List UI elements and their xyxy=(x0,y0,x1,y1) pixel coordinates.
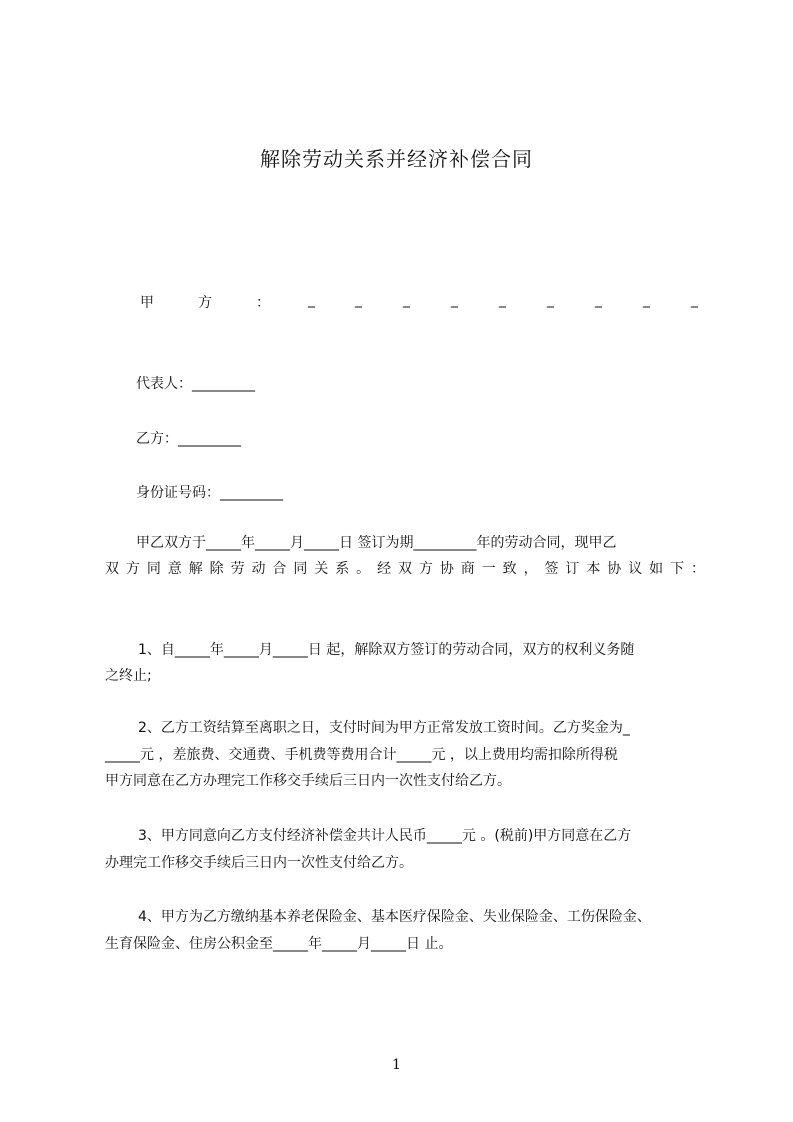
clause-line: 2、乙方工资结算至离职之日，支付时间为甲方正常发放工资时间。乙方奖金为_ xyxy=(138,720,630,736)
clause-line: 办理完工作移交手续后三日内一次性支付给乙方。 xyxy=(105,855,413,871)
party-a-blank: _ xyxy=(403,292,410,308)
clause-line: 4、甲方为乙方缴纳基本养老保险金、基本医疗保险金、失业保险金、工伤保险金、 xyxy=(138,909,651,925)
party-a-blank: _ xyxy=(547,292,554,308)
clause-1 xyxy=(105,639,705,689)
party-a-blank: _ xyxy=(355,292,362,308)
party-a-blank: _ xyxy=(691,292,698,308)
party-a-char: 甲 xyxy=(140,295,154,311)
party-a-char: 方 xyxy=(198,295,212,311)
representative-field: 代表人：_________ xyxy=(136,376,255,392)
intro-line: 甲乙双方于_____年_____月_____日 签订为期_________年的劳动合同，现甲乙 xyxy=(136,535,617,551)
party-a-blank: _ xyxy=(595,292,602,308)
document-title: 解除劳动关系并经济补偿合同 xyxy=(260,147,533,171)
party-a-blank: _ xyxy=(643,292,650,308)
clause-line: 生育保险金、住房公积金至_____年_____月_____日 止。 xyxy=(105,936,453,952)
clause-line: _____元 ，差旅费、交通费、手机费等费用合计_____元 ，以上费用均需扣除所得税 xyxy=(105,747,618,763)
intro-paragraph xyxy=(105,532,705,582)
clause-line: 之终止; xyxy=(105,668,152,684)
clause-line: 1、自_____年_____月_____日 起，解除双方签订的劳动合同，双方的权利义务随 xyxy=(138,642,635,658)
clause-line: 甲方同意在乙方办理完工作移交手续后三日内一次性支付给乙方。 xyxy=(105,773,511,789)
party-a-field xyxy=(140,292,705,312)
clause-line: 3、甲方同意向乙方支付经济补偿金共计人民币_____元 。(税前)甲方同意在乙方 xyxy=(138,828,632,844)
id-number-field: 身份证号码：_________ xyxy=(136,485,283,501)
party-a-colon: ： xyxy=(256,295,270,311)
clause-2 xyxy=(105,717,705,795)
clause-3 xyxy=(105,825,705,875)
party-b-field: 乙方：_________ xyxy=(136,431,241,447)
clause-4 xyxy=(105,906,705,956)
party-a-blank: _ xyxy=(499,292,506,308)
page-number: 1 xyxy=(392,1057,401,1073)
party-a-blank: _ xyxy=(308,292,315,308)
intro-line: 双方同意解除劳动合同关系。经双方协商一致，签订本协议如下： xyxy=(105,561,705,577)
party-a-blank: _ xyxy=(451,292,458,308)
